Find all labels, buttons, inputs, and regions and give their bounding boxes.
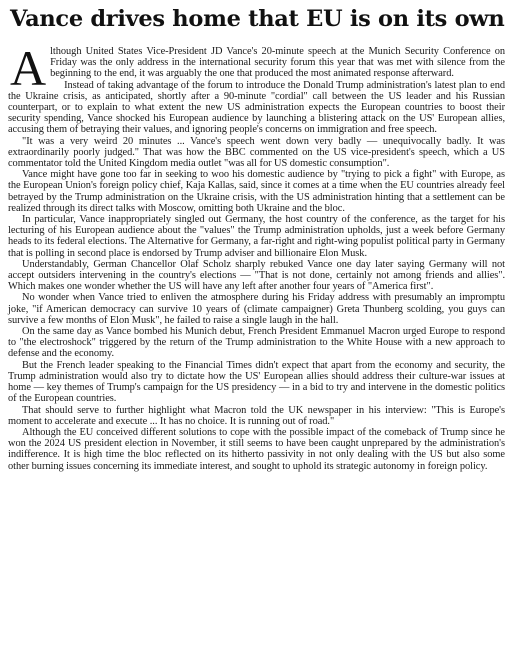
paragraph-5: In particular, Vance inappropriately singled out Germany, the host country of the conference, as the target for his lecturing of his European audience about the "values" the Trump administration upholds, just a week before Germany heads to its federal elections. The Alternative for Germany, a far-right and right-wing populist political party in Germany that is polling in second place is endorsed by Trump adviser and billionaire Elon Musk. — [8, 214, 505, 259]
paragraph-3: "It was a very weird 20 minutes ... Vance's speech went down very badly — unequivocally badly. It was extraordinarily poorly judged." That was how the BBC commented on the US vice-president's speech, which a US commentator told the United Kingdom media outlet "was all for US domestic consumption". — [8, 135, 505, 170]
paragraph-10: That should serve to further highlight what Macron told the UK newspaper in his interview: "This is Europe's moment to accelerate and execute ... It has no choice. It is running out of road." — [8, 404, 505, 427]
paragraph-8: On the same day as Vance bombed his Munich debut, French President Emmanuel Macron urged Europe to respond to "the electroshock" triggered by the return of the Trump administration to the White House with a new approach to defense and the economy. — [8, 326, 505, 360]
paragraph-6: Understandably, German Chancellor Olaf Scholz sharply rebuked Vance one day later saying Germany will not accept outsiders intervening in the country's elections — "That is not done, certainly not among friends and allies". Which makes one wonder whether the US will have any left after another four years of "America first". — [8, 258, 505, 293]
headline: Vance drives home that EU is on its own — [10, 6, 505, 32]
paragraph-11: Although the EU conceived different solutions to cope with the possible impact of the comeback of Trump since he won the 2024 US president election in November, it still seems to have been caught unprepared by the administration's indifference. It is high time the bloc reflected on its hitherto passivity in not only dealing with the US but also some other burning issues concerning its immediate interest, and sought to uphold its strategic autonomy in foreign policy. — [8, 426, 505, 472]
paragraph-2: Instead of taking advantage of the forum to introduce the Donald Trump administration's latest plan to end the Ukraine crisis, as anticipated, shortly after a 90-minute "cordial" call between the US leader and his Russian counterpart, or to explain to what extent the new US administration expects the European countries to boost their security spending, Vance shocked his European audience by launching a blistering attack on the US' European allies, accusing them of betraying their values, and ignoring people's concerns on immigration and free speech. — [8, 79, 505, 136]
paragraph-7: No wonder when Vance tried to enliven the atmosphere during his Friday address with presumably an impromptu joke, "if American democracy can survive 10 years of (climate campaigner) Greta Thunberg scolding, you guys can survive a few months of Elon Musk", he failed to raise a single laugh in the hall. — [8, 292, 505, 326]
paragraph-4: Vance might have gone too far in seeking to woo his domestic audience by "trying to pick a fight" with Europe, as the European Union's foreign policy chief, Kaja Kallas, said, since it comes at a time when the EU countries already feel betrayed by the Trump administration on the Ukraine crisis, with the US administration hinting that a settlement can be realized through its direct talks with Moscow, omitting both Ukraine and the bloc. — [8, 169, 505, 214]
drop-cap: A — [10, 40, 47, 96]
paragraph-1 — [8, 40, 505, 96]
paragraph-9: But the French leader speaking to the Financial Times didn't expect that apart from the economy and security, the Trump administration would also try to dictate how the US' European allies should address their culture-war issues at home — key themes of Trump's campaign for the US presidency — in a bid to try and intervene in the domestic politics of the European countries. — [8, 359, 505, 405]
article-body — [8, 40, 505, 472]
paragraph-1-text: lthough United States Vice-President JD Vance's 20-minute speech at the Munich Security Conference on Friday was the only address in the international security forum this year that was met with silence from the beginning to the end, it was arguably the one that produced the most animated response afterward. — [50, 46, 505, 80]
